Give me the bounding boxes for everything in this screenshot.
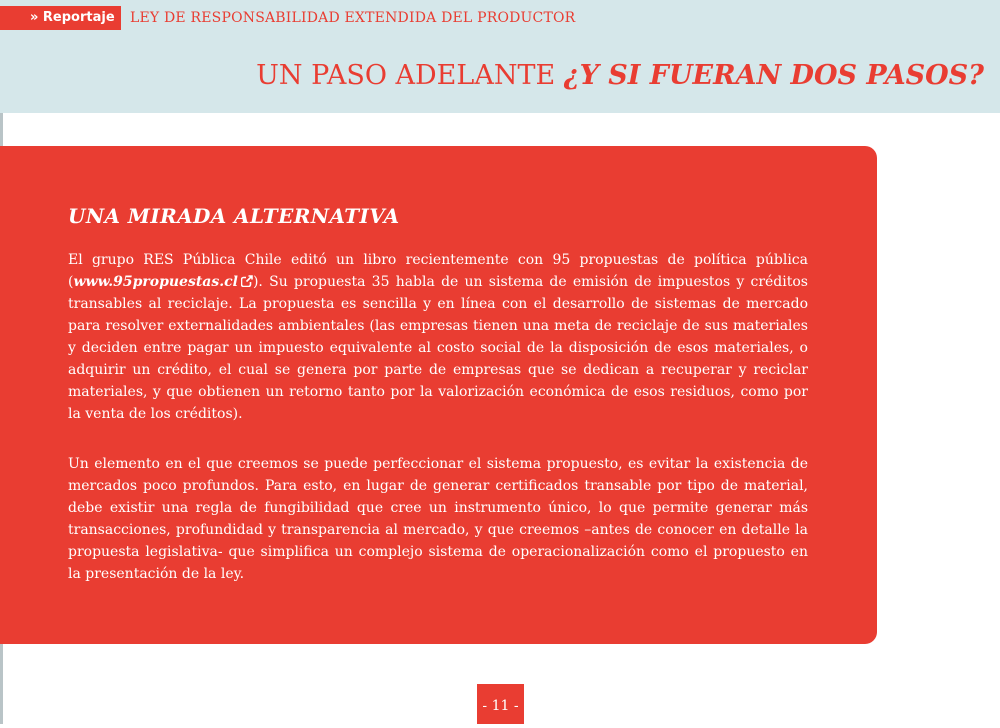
headline-main: UN PASO ADELANTE (256, 60, 564, 91)
external-link-icon[interactable] (241, 275, 253, 287)
page-header (0, 0, 1000, 113)
page-number: - 11 - (477, 684, 524, 724)
website-link[interactable]: www.95propuestas.cl (73, 274, 238, 290)
section-tag: » Reportaje (0, 6, 121, 30)
paragraph-1-body: ). Su propuesta 35 habla de un sistema de emisión de impuestos y créditos transables al reciclaje. La propuesta es sencilla y en línea con el desarrollo de sistemas de mercado para resolver externalidades ambientales (las empresas tienen una meta de reciclaje de sus materiales y deciden entre pagar un impuesto equivalente al costo social de la disposición de esos materiales, o adquirir un crédito, el cual se genera por parte de empresas que se dedican a recuperar y reciclar materiales, y que obtienen un retorno tanto por la valorización económica de esos residuos, como por la venta de los créditos). (68, 274, 808, 422)
section-title: UNA MIRADA ALTERNATIVA (68, 204, 400, 228)
headline (256, 58, 984, 94)
topic-title: LEY DE RESPONSABILIDAD EXTENDIDA DEL PRODUCTOR (130, 10, 576, 26)
headline-emphasis: ¿Y SI FUERAN DOS PASOS? (563, 60, 984, 91)
paragraph-1 (68, 249, 808, 425)
paragraph-1-intro: El grupo RES Pública Chile editó un libro recientemente con 95 propuestas de política pública ( (68, 252, 808, 290)
paragraph-2: Un elemento en el que creemos se puede perfeccionar el sistema propuesto, es evitar la existencia de mercados poco profundos. Para esto, en lugar de generar certificados transable por tipo de material, debe existir una regla de fungibilidad que cree un instrumento único, lo que permite generar más transacciones, profundidad y transparencia al mercado, y que creemos –antes de conocer en detalle la propuesta legislativa- que simplifica un complejo sistema de operacionalización como el propuesto en la presentación de la ley. (68, 456, 808, 582)
